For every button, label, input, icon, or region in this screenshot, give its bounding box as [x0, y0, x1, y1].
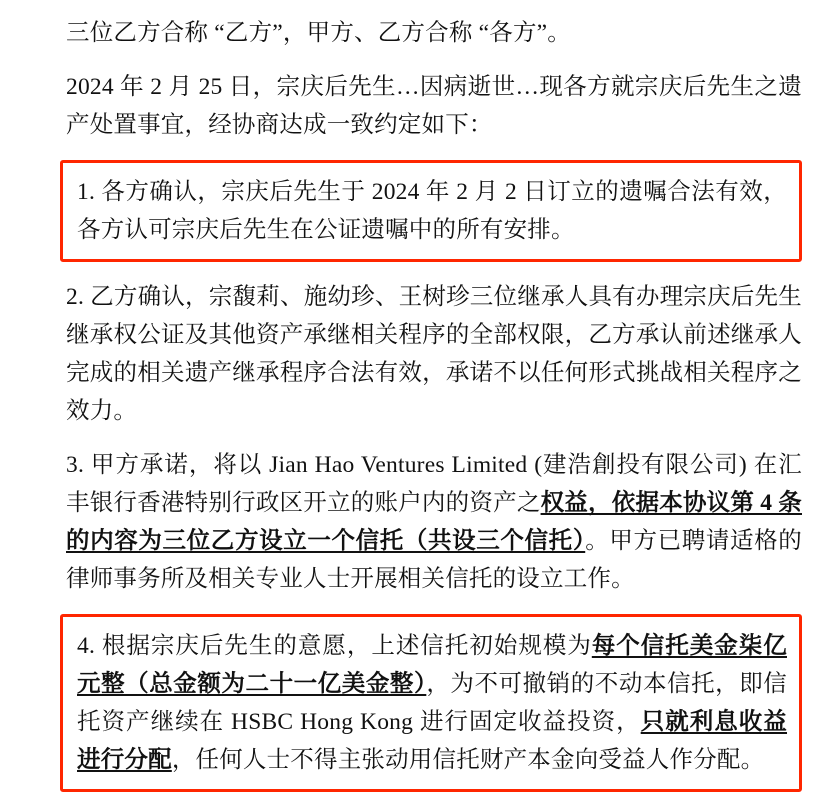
highlight-box-clause-1: [60, 160, 802, 262]
clause-4-text-part-2: ，为不可撤销的不动本信托，即信托资产继续在 HSBC Hong Kong 进行固定收益投资，: [77, 671, 788, 735]
clause-4-emphasis-interest-only: 只就利息收益进行分配: [77, 709, 788, 773]
clause-4-text-part-1: 4. 根据宗庆后先生的意愿，上述信托初始规模为: [77, 633, 592, 659]
highlight-box-clause-4: [60, 614, 802, 792]
clause-3-emphasis-trust-setup: 权益，依据本协议第 4 条的内容为三位乙方设立一个信托（共设三个信托）: [66, 490, 802, 554]
clause-3-text-part-1: 3. 甲方承诺，将以 Jian Hao Ventures Limited (建浩創投有限公司) 在汇丰银行香港特别行政区开立的账户内的资产之: [66, 452, 802, 516]
paragraph-clause-4: [77, 627, 787, 779]
clause-4-text-part-3: ，任何人士不得主张动用信托财产本金向受益人作分配。: [171, 747, 765, 773]
paragraph-death-background: 2024 年 2 月 25 日，宗庆后先生…因病逝世…现各方就宗庆后先生之遗产处置事宜，经协商达成一致约定如下：: [66, 74, 802, 138]
clause-4-emphasis-amount: 每个信托美金柒亿元整（总金额为二十一亿美金整）: [77, 633, 787, 697]
paragraph-clause-2: 2. 乙方确认，宗馥莉、施幼珍、王树珍三位继承人具有办理宗庆后先生继承权公证及其他资产承继相关程序的全部权限，乙方承认前述继承人完成的相关遗产继承程序合法有效，承诺不以任何形式挑战相关程序之效力。: [66, 284, 802, 424]
clause-3-text-part-2: 。甲方已聘请适格的律师事务所及相关专业人士开展相关信托的设立工作。: [66, 528, 802, 592]
paragraph-parties: 三位乙方合称 “乙方”，甲方、乙方合称 “各方”。: [66, 20, 571, 46]
paragraph-clause-1: 1. 各方确认，宗庆后先生于 2024 年 2 月 2 日订立的遗嘱合法有效，各方认可宗庆后先生在公证遗嘱中的所有安排。: [77, 179, 787, 243]
paragraph-clause-3: [66, 446, 802, 598]
